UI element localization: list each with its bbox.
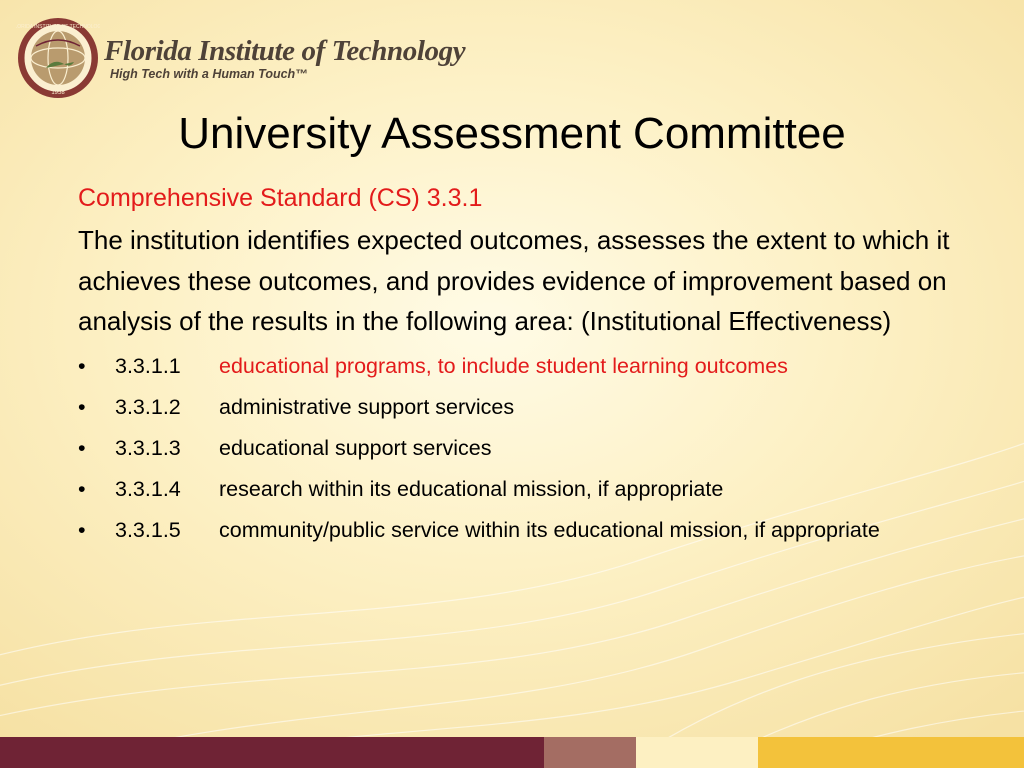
fit-seal-logo [16,16,100,100]
list-item [78,514,958,547]
item-text: educational programs, to include student learning outcomes [219,353,788,378]
bullet-icon: • [78,353,86,378]
list-item [78,391,958,424]
item-number: 3.3.1.1 [115,353,181,378]
brand-block [104,36,465,81]
item-text: administrative support services [219,394,515,419]
item-number: 3.3.1.2 [115,394,181,419]
list-item [78,432,958,465]
bullet-icon: • [78,517,86,542]
list-item [78,350,958,383]
footer-segment-cream [636,737,758,768]
slide-content [78,180,958,555]
brand-name: Florida Institute of Technology [104,35,466,67]
slide-title: University Assessment Committee [178,109,846,158]
standard-subheading: Comprehensive Standard (CS) 3.3.1 [78,184,483,212]
item-number: 3.3.1.5 [115,517,181,542]
footer-color-bar [0,737,1024,768]
brand-tagline: High Tech with a Human Touch™ [110,67,308,81]
standard-description: The institution identifies expected outcomes, assesses the extent to which it achieves these outcomes, and provides evidence of improvement based on analysis of the results in the following area: (Institutional Effectiveness) [78,225,950,336]
bullet-icon: • [78,394,86,419]
bullet-icon: • [78,435,86,460]
list-item [78,473,958,506]
svg-text:FLORIDA INSTITUTE OF TECHNOLOG: FLORIDA INSTITUTE OF TECHNOLOGY [16,24,100,30]
item-number: 3.3.1.4 [115,476,181,501]
item-text: research within its educational mission, if appropriate [219,476,724,501]
footer-segment-rose [544,737,636,768]
item-text: community/public service within its educational mission, if appropriate [219,517,880,542]
svg-text:1958: 1958 [51,90,65,96]
item-text: educational support services [219,435,492,460]
bullet-icon: • [78,476,86,501]
item-number: 3.3.1.3 [115,435,181,460]
bullet-list [78,350,958,547]
footer-segment-gold [758,737,1024,768]
footer-segment-maroon [0,737,544,768]
